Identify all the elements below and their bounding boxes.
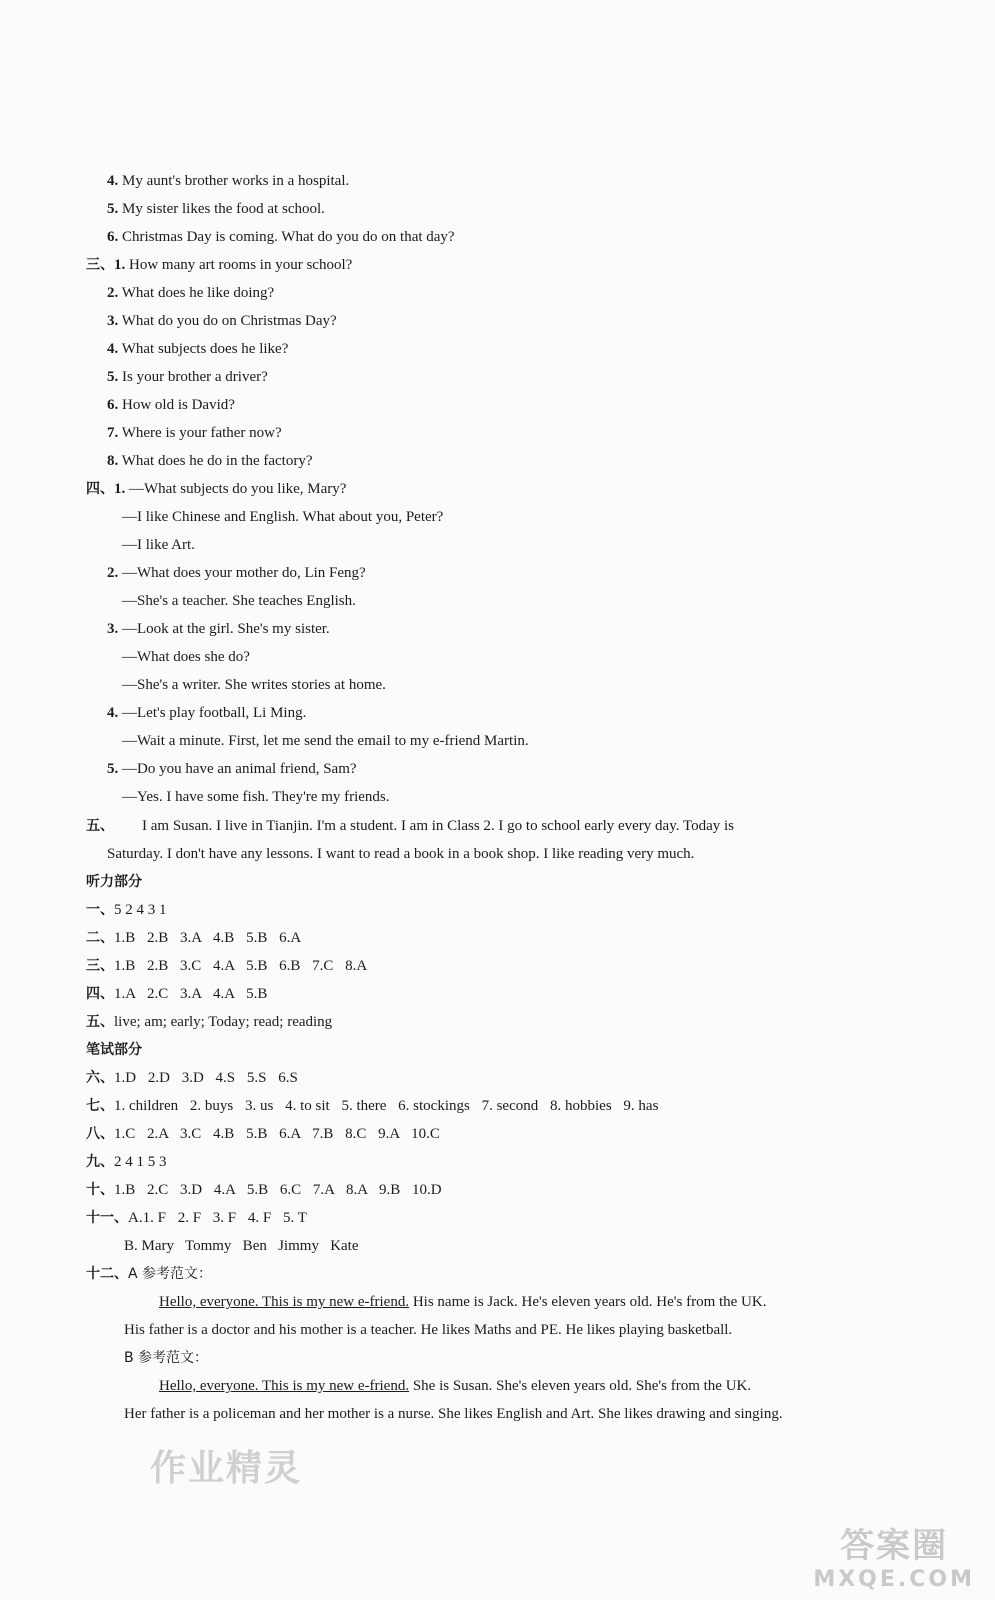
part4-d4-line2: —Wait a minute. First, let me send the email to my e-friend Martin. bbox=[122, 733, 529, 749]
part4-d5-line2: —Yes. I have some fish. They're my friends. bbox=[122, 789, 390, 805]
part3-item-8: 8. What does he do in the factory? bbox=[107, 453, 313, 469]
writing-s12-b-heading: B 参考范文： bbox=[124, 1350, 209, 1366]
part3-item-2: 2. What does he like doing? bbox=[107, 285, 275, 301]
part3-item-6: 6. How old is David? bbox=[107, 397, 235, 413]
listening-s1: 一、5 2 4 3 1 bbox=[86, 902, 167, 918]
writing-s11-a: 十一、A.1. F 2. F 3. F 4. F 5. T bbox=[86, 1210, 307, 1226]
writing-s12-a-heading: 十二、A 参考范文： bbox=[86, 1266, 213, 1282]
part3-item-3: 3. What do you do on Christmas Day? bbox=[107, 313, 337, 329]
writing-heading: 笔试部分 bbox=[86, 1042, 142, 1058]
stamp-watermark: 作业精灵 bbox=[150, 1448, 303, 1489]
part4-d1-line3: —I like Art. bbox=[122, 537, 195, 553]
writing-s8: 八、1.C 2.A 3.C 4.B 5.B 6.A 7.B 8.C 9.A 10.C bbox=[86, 1126, 440, 1142]
watermark-title: 答案圈 bbox=[840, 1526, 949, 1566]
part1-line-6: 6. Christmas Day is coming. What do you do on that day? bbox=[107, 229, 455, 245]
underlined-intro: Hello, everyone. This is my new e-friend. bbox=[159, 1378, 410, 1394]
writing-s12-a-line2: His father is a doctor and his mother is a teacher. He likes Maths and PE. He likes playing basketball. bbox=[124, 1322, 733, 1338]
writing-s7: 七、1. children 2. buys 3. us 4. to sit 5. there 6. stockings 7. second 8. hobbies 9. has bbox=[86, 1098, 659, 1114]
writing-s11-b: B. Mary Tommy Ben Jimmy Kate bbox=[124, 1238, 359, 1254]
part1-line-5: 5. My sister likes the food at school. bbox=[107, 201, 325, 217]
writing-s12-a-line1: Hello, everyone. This is my new e-friend. His name is Jack. He's eleven years old. He's from the UK. bbox=[159, 1294, 767, 1310]
part3-item-7: 7. Where is your father now? bbox=[107, 425, 282, 441]
part1-line-4: 4. My aunt's brother works in a hospital. bbox=[107, 173, 350, 189]
listening-s4: 四、1.A 2.C 3.A 4.A 5.B bbox=[86, 986, 268, 1002]
writing-s10: 十、1.B 2.C 3.D 4.A 5.B 6.C 7.A 8.A 9.B 10.D bbox=[86, 1182, 442, 1198]
part3-item-4: 4. What subjects does he like? bbox=[107, 341, 289, 357]
listening-s2: 二、1.B 2.B 3.A 4.B 5.B 6.A bbox=[86, 930, 302, 946]
part5-line1: 五、 I am Susan. I live in Tianjin. I'm a student. I am in Class 2. I go to school early every day. Today is bbox=[86, 818, 734, 834]
writing-s12-b-line1: Hello, everyone. This is my new e-friend. She is Susan. She's eleven years old. She's from the UK. bbox=[159, 1378, 752, 1394]
part4-d2-line1: 2. —What does your mother do, Lin Feng? bbox=[107, 565, 366, 581]
watermark-url: MXQE.COM bbox=[813, 1567, 975, 1592]
listening-s3: 三、1.B 2.B 3.C 4.A 5.B 6.B 7.C 8.A bbox=[86, 958, 368, 974]
part3-item-1: 三、1. How many art rooms in your school? bbox=[86, 257, 353, 273]
writing-s9: 九、2 4 1 5 3 bbox=[86, 1154, 167, 1170]
writing-s12-b-line2: Her father is a policeman and her mother is a nurse. She likes English and Art. She likes drawing and singing. bbox=[124, 1406, 783, 1422]
writing-s6: 六、1.D 2.D 3.D 4.S 5.S 6.S bbox=[86, 1070, 298, 1086]
part4-d4-line1: 4. —Let's play football, Li Ming. bbox=[107, 705, 307, 721]
part4-d5-line1: 5. —Do you have an animal friend, Sam? bbox=[107, 761, 357, 777]
listening-s5: 五、live; am; early; Today; read; reading bbox=[86, 1014, 333, 1030]
underlined-intro: Hello, everyone. This is my new e-friend. bbox=[159, 1294, 410, 1310]
part4-d3-line2: —What does she do? bbox=[122, 649, 250, 665]
part4-d1-line2: —I like Chinese and English. What about you, Peter? bbox=[122, 509, 444, 525]
site-watermark bbox=[813, 1518, 975, 1592]
part4-d1-line1: 四、1. —What subjects do you like, Mary? bbox=[86, 481, 347, 497]
listening-heading: 听力部分 bbox=[86, 874, 142, 890]
part4-d2-line2: —She's a teacher. She teaches English. bbox=[122, 593, 356, 609]
part4-d3-line3: —She's a writer. She writes stories at home. bbox=[122, 677, 386, 693]
part5-line2: Saturday. I don't have any lessons. I want to read a book in a book shop. I like reading very much. bbox=[107, 846, 695, 862]
part4-d3-line1: 3. —Look at the girl. She's my sister. bbox=[107, 621, 330, 637]
part3-item-5: 5. Is your brother a driver? bbox=[107, 369, 268, 385]
